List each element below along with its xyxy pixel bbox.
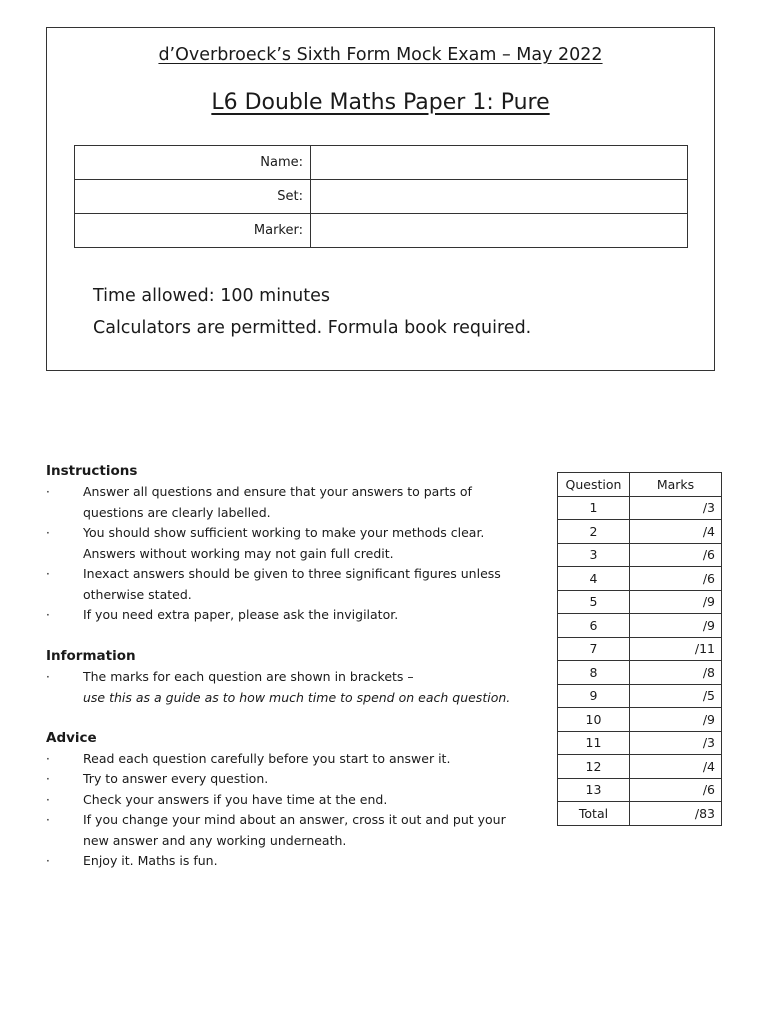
exam-heading: d’Overbroeck’s Sixth Form Mock Exam – May 2022 [158, 45, 603, 65]
table-row [558, 614, 722, 638]
instruction-item [46, 482, 516, 523]
question-marks[interactable]: /6 [630, 567, 722, 591]
instruction-item [46, 564, 516, 605]
marks-header-row [558, 473, 722, 497]
question-number: 4 [558, 567, 630, 591]
advice-text: Check your answers if you have time at the end. [83, 792, 388, 807]
table-row [558, 755, 722, 779]
paper-title: L6 Double Maths Paper 1: Pure [211, 90, 550, 115]
question-marks[interactable]: /8 [630, 661, 722, 685]
question-number: 11 [558, 731, 630, 755]
name-label: Name: [75, 146, 311, 180]
total-marks[interactable]: /83 [630, 802, 722, 826]
information-text: The marks for each question are shown in brackets – [83, 669, 414, 684]
candidate-row-set [75, 180, 688, 214]
candidate-row-marker [75, 214, 688, 248]
advice-item [46, 790, 516, 811]
question-number: 13 [558, 778, 630, 802]
name-field[interactable] [311, 146, 688, 180]
total-label: Total [558, 802, 630, 826]
instructions-heading: Instructions [46, 463, 138, 479]
advice-item [46, 851, 516, 872]
marker-field[interactable] [311, 214, 688, 248]
set-field[interactable] [311, 180, 688, 214]
question-number: 1 [558, 496, 630, 520]
table-row [558, 590, 722, 614]
marks-body [558, 496, 722, 825]
question-marks[interactable]: /9 [630, 614, 722, 638]
bullet-icon: · [46, 854, 50, 868]
set-label: Set: [75, 180, 311, 214]
marks-column-header: Marks [630, 473, 722, 497]
bullet-icon: · [46, 793, 50, 807]
marks-table [557, 472, 722, 826]
candidate-details-table [74, 145, 688, 248]
question-marks[interactable]: /6 [630, 543, 722, 567]
bullet-icon: · [46, 567, 50, 581]
instruction-text: Inexact answers should be given to three significant figures unless otherwise stated. [83, 566, 501, 602]
question-marks[interactable]: /3 [630, 496, 722, 520]
question-number: 3 [558, 543, 630, 567]
bullet-icon: · [46, 813, 50, 827]
advice-text: If you change your mind about an answer, cross it out and put your new answer and any working underneath. [83, 812, 506, 848]
question-number: 9 [558, 684, 630, 708]
question-column-header: Question [558, 473, 630, 497]
table-row [558, 543, 722, 567]
advice-item [46, 769, 516, 790]
bullet-icon: · [46, 670, 50, 684]
question-number: 5 [558, 590, 630, 614]
question-marks[interactable]: /11 [630, 637, 722, 661]
question-number: 8 [558, 661, 630, 685]
question-marks[interactable]: /4 [630, 755, 722, 779]
question-number: 12 [558, 755, 630, 779]
bullet-icon: · [46, 526, 50, 540]
total-row [558, 802, 722, 826]
table-row [558, 661, 722, 685]
advice-item [46, 749, 516, 770]
calculator-note: Calculators are permitted. Formula book required. [93, 318, 532, 338]
question-marks[interactable]: /9 [630, 708, 722, 732]
question-number: 6 [558, 614, 630, 638]
marker-label: Marker: [75, 214, 311, 248]
information-item [46, 667, 516, 708]
question-marks[interactable]: /3 [630, 731, 722, 755]
question-number: 10 [558, 708, 630, 732]
question-marks[interactable]: /5 [630, 684, 722, 708]
bullet-icon: · [46, 772, 50, 786]
advice-heading: Advice [46, 730, 97, 746]
information-heading: Information [46, 648, 136, 664]
table-row [558, 731, 722, 755]
table-row [558, 708, 722, 732]
question-number: 2 [558, 520, 630, 544]
instruction-text: You should show sufficient working to make your methods clear. Answers without working may not gain full credit. [83, 525, 485, 561]
instruction-text: Answer all questions and ensure that your answers to parts of questions are clearly labelled. [83, 484, 472, 520]
instruction-item [46, 523, 516, 564]
question-marks[interactable]: /9 [630, 590, 722, 614]
advice-text: Read each question carefully before you start to answer it. [83, 751, 451, 766]
instruction-text: If you need extra paper, please ask the invigilator. [83, 607, 399, 622]
advice-text: Enjoy it. Maths is fun. [83, 853, 218, 868]
instruction-item [46, 605, 516, 626]
table-row [558, 778, 722, 802]
bullet-icon: · [46, 485, 50, 499]
question-marks[interactable]: /6 [630, 778, 722, 802]
table-row [558, 637, 722, 661]
table-row [558, 520, 722, 544]
table-row [558, 496, 722, 520]
table-row [558, 684, 722, 708]
bullet-icon: · [46, 752, 50, 766]
question-number: 7 [558, 637, 630, 661]
candidate-row-name [75, 146, 688, 180]
information-guide-text: use this as a guide as to how much time to spend on each question. [83, 689, 511, 705]
table-row [558, 567, 722, 591]
advice-text: Try to answer every question. [83, 771, 269, 786]
bullet-icon: · [46, 608, 50, 622]
time-allowed: Time allowed: 100 minutes [93, 286, 330, 306]
question-marks[interactable]: /4 [630, 520, 722, 544]
cover-box [46, 27, 715, 371]
advice-item [46, 810, 516, 851]
